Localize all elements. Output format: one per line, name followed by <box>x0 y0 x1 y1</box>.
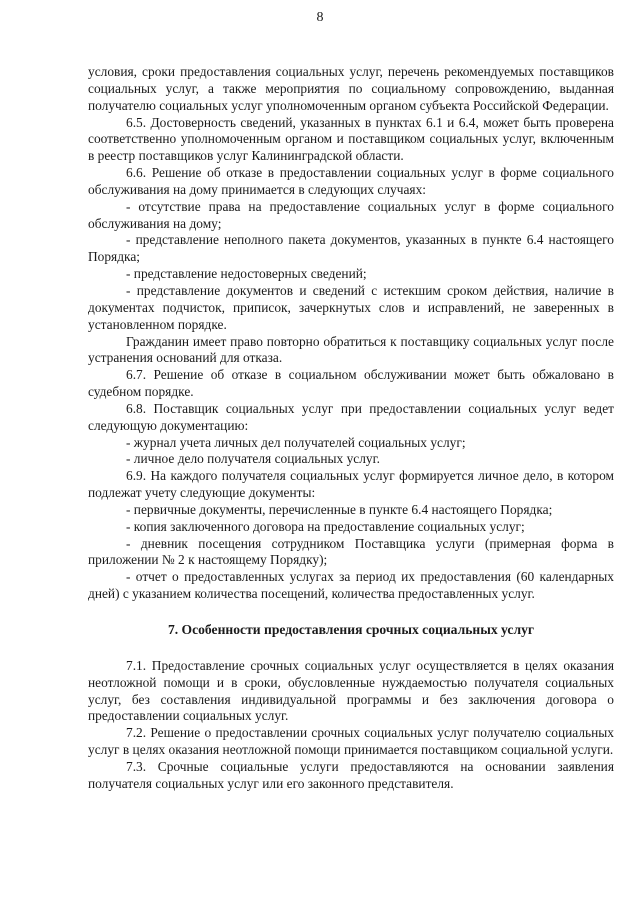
paragraph: 6.8. Поставщик социальных услуг при предоставлении социальных услуг ведет следующую документацию: <box>88 400 614 433</box>
paragraph: Гражданин имеет право повторно обратиться к поставщику социальных услуг после устранения оснований для отказа. <box>88 333 614 366</box>
paragraph: 6.5. Достоверность сведений, указанных в пунктах 6.1 и 6.4, может быть проверена соответственно уполномоченным органом и поставщиком социальных услуг, включенным в реестр поставщиков услуг Калининградской области. <box>88 114 614 164</box>
paragraph: условия, сроки предоставления социальных услуг, перечень рекомендуемых поставщиков социальных услуг, а также мероприятия по социальному сопровождению, выданная получателю социальных услуг уполномоченным органом субъекта Российской Федерации. <box>88 64 614 113</box>
section-heading: 7. Особенности предоставления срочных социальных услуг <box>167 622 535 637</box>
paragraph: - представление документов и сведений с истекшим сроком действия, наличие в документах подчисток, приписок, зачеркнутых слов и исправлений, не заверенных в установленном порядке. <box>88 282 614 332</box>
paragraph: - отсутствие права на предоставление социальных услуг в форме социального обслуживания на дому; <box>88 198 614 231</box>
paragraph: 6.9. На каждого получателя социальных услуг формируется личное дело, в котором подлежат учету следующие документы: <box>88 468 614 501</box>
section-7-body <box>88 658 614 793</box>
paragraph: 7.2. Решение о предоставлении срочных социальных услуг получателю социальных услуг в целях оказания неотложной помощи принимается поставщиком социальной услуги. <box>88 725 614 758</box>
page-number: 8 <box>316 10 324 25</box>
paragraph: - копия заключенного договора на предоставление социальных услуг; <box>126 518 525 534</box>
paragraph: - представление недостоверных сведений; <box>126 266 367 282</box>
paragraph: - первичные документы, перечисленные в пункте 6.4 настоящего Порядка; <box>126 501 553 517</box>
section-6-continued <box>88 64 614 603</box>
paragraph: 7.1. Предоставление срочных социальных услуг осуществляется в целях оказания неотложной помощи и в сроки, обусловленные нуждаемостью получателя социальных услуг, без составления индивидуальной программы и без заключения договора о предоставлении социальных услуг. <box>88 657 614 724</box>
paragraph: - дневник посещения сотрудником Поставщика услуги (примерная форма в приложении № 2 к настоящему Порядку); <box>88 535 614 568</box>
paragraph: - личное дело получателя социальных услуг. <box>126 451 380 467</box>
document-body <box>88 64 614 793</box>
paragraph: - журнал учета личных дел получателей социальных услуг; <box>126 434 466 450</box>
paragraph: - отчет о предоставленных услугах за период их предоставления (60 календарных дней) с указанием количества посещений, количества предоставленных услуг. <box>88 569 614 602</box>
paragraph: - представление неполного пакета документов, указанных в пункте 6.4 настоящего Порядка; <box>88 232 614 265</box>
paragraph: 6.7. Решение об отказе в социальном обслуживании может быть обжаловано в судебном порядке. <box>88 367 614 400</box>
paragraph: 7.3. Срочные социальные услуги предоставляются на основании заявления получателя социальных услуг или его законного представителя. <box>88 758 614 791</box>
paragraph: 6.6. Решение об отказе в предоставлении социальных услуг в форме социального обслуживания на дому принимается в следующих случаях: <box>88 165 614 197</box>
